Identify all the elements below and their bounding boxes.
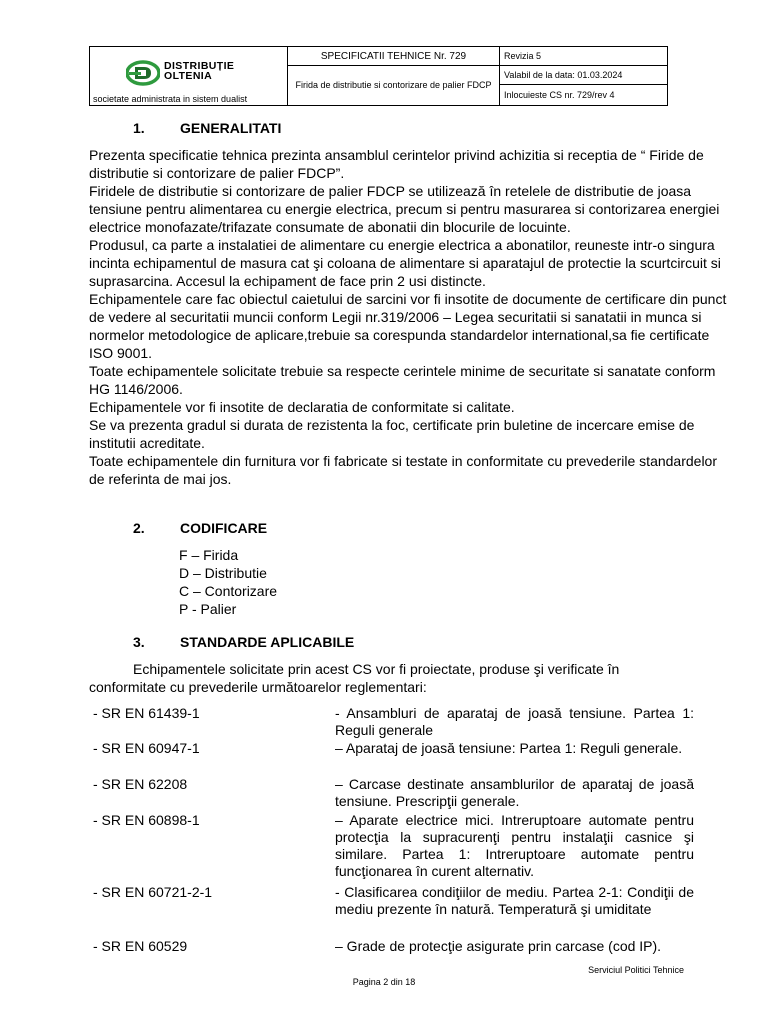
paragraph: Echipamentele care fac obiectul caietului de sarcini vor fi insotite de documente de certificare din punct de vedere al securitatii muncii conform Legii nr.319/2006 – Legea securitatii si sanatatii in munca si normelor metodologice de aplicare,trebuie sa corespunda standardelor international,sa fie certificate ISO 9001.	[89, 291, 727, 361]
code-item: C – Contorizare	[179, 583, 278, 599]
section-1-title: GENERALITATI	[180, 120, 282, 136]
standard-code: - SR EN 62208	[93, 776, 188, 792]
standard-code: - SR EN 61439-1	[93, 705, 200, 721]
spec-subtitle: Firida de distributie si contorizare de palier FDCP	[288, 66, 500, 106]
section-1-number: 1.	[133, 120, 145, 136]
standard-desc: - Clasificarea condiţiilor de mediu. Partea 2-1: Condiţii de mediu prezente în natură. Temperatură şi umiditate	[335, 884, 694, 917]
logo-text	[164, 61, 234, 81]
standard-code: - SR EN 60529	[93, 938, 188, 954]
paragraph: Echipamentele vor fi insotite de declaratia de conformitate si calitate.	[89, 399, 515, 415]
logo-line-2: OLTENIA	[164, 70, 213, 82]
section-2-number: 2.	[133, 520, 145, 536]
standards-intro-text: Echipamentele solicitate prin acest CS vor fi proiectate, produse şi verificate în conformitate cu prevederile următoarelor reglementari:	[89, 661, 620, 695]
code-item: D – Distributie	[179, 565, 267, 581]
logo-line-1: DISTRIBUȚIE	[164, 60, 235, 72]
section-3-title: STANDARDE APLICABILE	[180, 634, 355, 650]
paragraph: Firidele de distributie si contorizare de palier FDCP se utilizează în retelele de distributie de joasa tensiune pentru alimentarea cu energie electrica, precum si pentru masurarea si contorizarea energiei electrice monofazate/trifazate consumate de abonatii din blocurile de locuinte.	[89, 183, 720, 235]
paragraph: Se va prezenta gradul si durata de rezistenta la foc, certificate prin buletine de incercare emise de institutii acreditate.	[89, 417, 695, 451]
logo-mark-icon	[126, 58, 160, 88]
valid-from: Valabil de la data: 01.03.2024	[500, 66, 668, 85]
section-1-body	[89, 146, 729, 488]
standard-desc: - Ansambluri de aparataj de joasă tensiune. Partea 1: Reguli generale	[335, 705, 694, 738]
section-3-number: 3.	[133, 634, 145, 650]
code-list	[179, 546, 277, 618]
standards-intro	[89, 660, 699, 696]
company-logo	[126, 58, 260, 88]
replaces: Inlocuieste CS nr. 729/rev 4	[500, 85, 668, 106]
footer-department: Serviciul Politici Tehnice	[588, 965, 684, 975]
standard-desc: – Grade de protecţie asigurate prin carcase (cod IP).	[335, 938, 662, 954]
standard-code: - SR EN 60721-2-1	[93, 884, 213, 900]
standard-desc: – Aparate electrice mici. Intreruptoare automate pentru protecţia la supracurenţi pentru instalaţii casnice şi similare. Partea 1: Intreruptoare automate pentru funcţionarea în curent alternativ.	[335, 812, 694, 879]
company-tagline: societate administrata in sistem dualist	[93, 94, 248, 104]
section-2-title: CODIFICARE	[180, 520, 268, 536]
standard-desc: – Carcase destinate ansamblurilor de aparataj de joasă tensiune. Prescripţii generale.	[335, 776, 694, 809]
logo-cell	[90, 47, 288, 106]
paragraph: Produsul, ca parte a instalatiei de alimentare cu energie electrica a abonatilor, reuneste intr-o singura incinta echipamentul de masura cat şi coloana de alimentare si aparatajul de protectie la scurtcircuit si suprasarcina. Accesul la echipament de face prin 2 usi distincte.	[89, 237, 721, 289]
code-item: F – Firida	[179, 547, 239, 563]
standard-desc: – Aparataj de joasă tensiune: Partea 1: Reguli generale.	[335, 740, 683, 756]
standard-code: - SR EN 60898-1	[93, 812, 200, 828]
spec-title: SPECIFICATII TEHNICE Nr. 729	[288, 47, 500, 66]
footer-page-number: Pagina 2 din 18	[352, 977, 416, 987]
paragraph: Toate echipamentele din furnitura vor fi fabricate si testate in conformitate cu prevederile standardelor de referinta de mai jos.	[89, 453, 718, 487]
revision: Revizia 5	[500, 47, 668, 66]
standard-code: - SR EN 60947-1	[93, 740, 200, 756]
paragraph: Toate echipamentele solicitate trebuie sa respecte cerintele minime de securitate si sanatate conform HG 1146/2006.	[89, 363, 716, 397]
paragraph: Prezenta specificatie tehnica prezinta ansamblul cerintelor privind achizitia si receptia de “ Firide de distributie si contorizare de palier FDCP”.	[89, 147, 704, 181]
header-table	[89, 46, 668, 106]
code-item: P - Palier	[179, 601, 237, 617]
